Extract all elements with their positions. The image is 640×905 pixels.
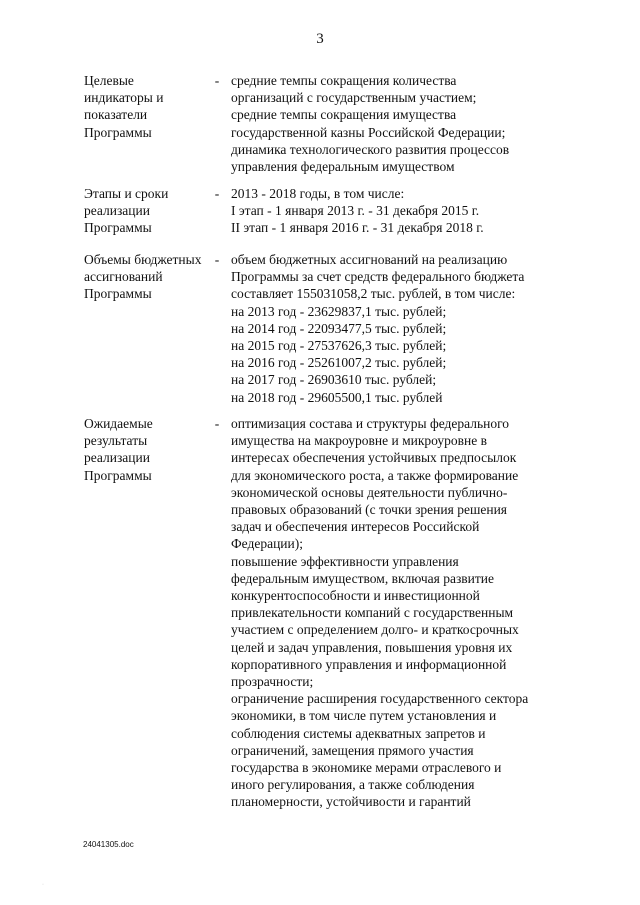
content-line: на 2013 год - 23629837,1 тыс. рублей;: [231, 303, 447, 319]
section-dash: -: [214, 416, 220, 431]
content-line: иного регулирования, а также соблюдения: [231, 777, 475, 793]
label-line: результаты: [84, 433, 148, 449]
content-line: на 2017 год - 26903610 тыс. рублей;: [231, 372, 437, 388]
content-line: привлекательности компаний с государственным: [231, 605, 514, 621]
content-line: соблюдения системы адекватных запретов и: [231, 725, 486, 741]
content-line: государства в экономике мерами отраслевого и: [231, 760, 502, 776]
section-label: [84, 72, 214, 141]
page-number: 3: [316, 31, 324, 47]
content-line: на 2018 год - 29605500,1 тыс. рублей: [231, 389, 443, 405]
content-line: средние темпы сокращения имущества: [231, 107, 457, 123]
label-line: Программы: [84, 467, 152, 483]
label-line: индикаторы и: [84, 90, 164, 106]
content-line: конкурентоспособности и инвестиционной: [231, 588, 480, 604]
content-line: составляет 155031058,2 тыс. рублей, в том числе:: [231, 286, 516, 302]
corner-mark: ·: [42, 882, 44, 888]
content-line: целей и задач управления, повышения уровня их: [231, 639, 513, 655]
section-content: [231, 415, 571, 811]
section-dash: -: [214, 252, 220, 267]
label-line: Целевые: [84, 73, 134, 88]
label-line: ассигнований: [84, 269, 163, 285]
content-line: ограничений, замещения прямого участия: [231, 742, 474, 758]
section-dash: -: [214, 73, 220, 88]
label-line: Программы: [84, 286, 152, 302]
content-line: повышение эффективности управления: [231, 553, 459, 569]
label-line: Программы: [84, 220, 152, 236]
content-line: ограничение расширения государственного сектора: [231, 691, 529, 707]
content-line: участием с определением долго- и краткосрочных: [231, 622, 519, 638]
label-line: Этапы и сроки: [84, 186, 169, 201]
section-content: [231, 72, 571, 175]
label-line: показатели: [84, 107, 148, 123]
content-line: Программы за счет средств федерального бюджета: [231, 269, 525, 285]
content-line: средние темпы сокращения количества: [231, 73, 457, 88]
section-label: [84, 251, 214, 303]
section-content: [231, 251, 571, 406]
content-line: Федерации);: [231, 536, 304, 552]
content-line: управления федеральным имуществом: [231, 159, 455, 175]
content-line: имущества на макроуровне и микроуровне в: [231, 433, 487, 449]
content-line: на 2014 год - 22093477,5 тыс. рублей;: [231, 320, 447, 336]
content-line: на 2016 год - 25261007,2 тыс. рублей;: [231, 355, 447, 371]
content-line: объем бюджетных ассигнований на реализацию: [231, 252, 508, 267]
section-dash: -: [214, 186, 220, 201]
content-line: правовых образований (с точки зрения решения: [231, 502, 507, 518]
content-line: экономической основы деятельности публично-: [231, 484, 508, 500]
label-line: Объемы бюджетных: [84, 252, 202, 267]
content-line: экономики, в том числе путем установления и: [231, 708, 497, 724]
content-line: оптимизация состава и структуры федерального: [231, 416, 510, 431]
content-line: организаций с государственным участием;: [231, 90, 477, 106]
label-line: Ожидаемые: [84, 416, 153, 431]
content-line: интересах обеспечения устойчивых предпосылок: [231, 450, 517, 466]
label-line: реализации: [84, 203, 150, 219]
content-line: задач и обеспечения интересов Российской: [231, 519, 480, 535]
label-line: Программы: [84, 124, 152, 140]
content-line: прозрачности;: [231, 674, 314, 690]
footer-filename: 24041305.doc: [83, 840, 134, 849]
content-line: динамика технологического развития процессов: [231, 141, 510, 157]
content-line: для экономического роста, а также формирование: [231, 467, 519, 483]
content-line: планомерности, устойчивости и гарантий: [231, 794, 471, 810]
content-line: II этап - 1 января 2016 г. - 31 декабря 2018 г.: [231, 220, 484, 236]
section-label: [84, 185, 214, 237]
label-line: реализации: [84, 450, 150, 466]
section-content: [231, 185, 571, 237]
section-label: [84, 415, 214, 484]
content-line: государственной казны Российской Федерации;: [231, 124, 506, 140]
content-line: федеральным имуществом, включая развитие: [231, 570, 494, 586]
content-line: 2013 - 2018 годы, в том числе:: [231, 186, 405, 201]
content-line: I этап - 1 января 2013 г. - 31 декабря 2015 г.: [231, 203, 480, 219]
content-line: корпоративного управления и информационной: [231, 656, 507, 672]
content-line: на 2015 год - 27537626,3 тыс. рублей;: [231, 338, 447, 354]
